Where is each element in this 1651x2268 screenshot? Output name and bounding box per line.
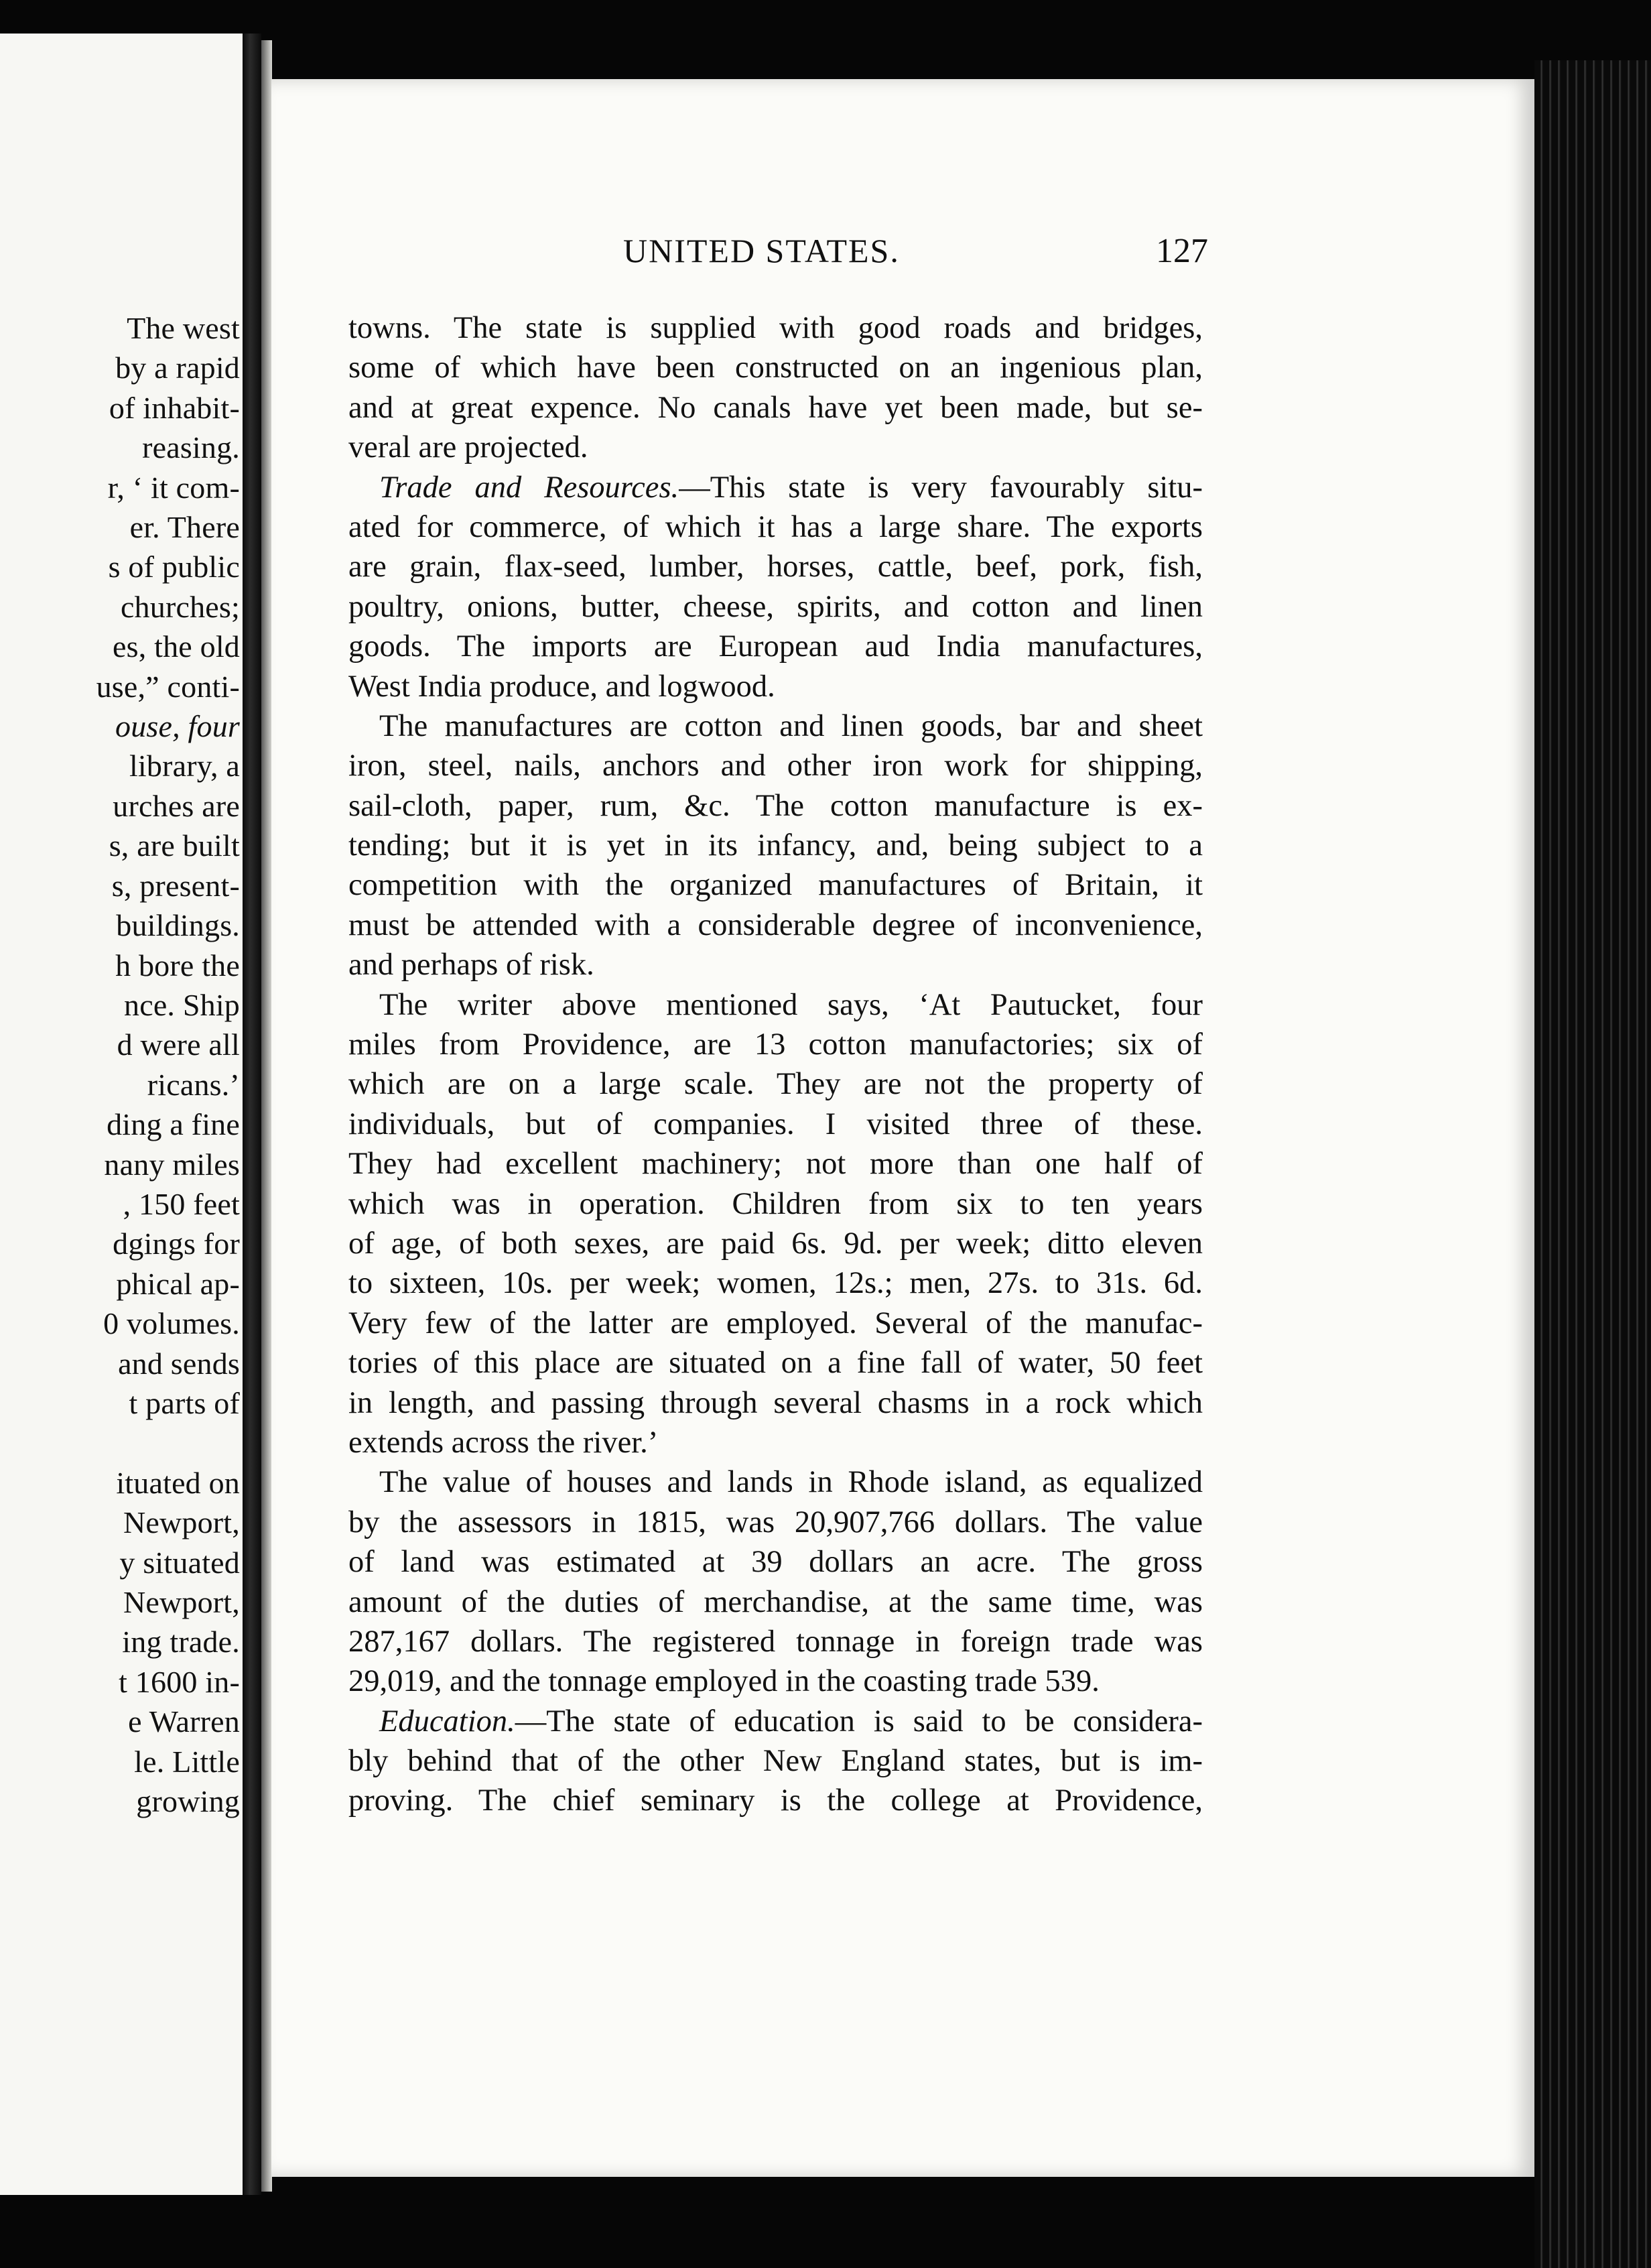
book-gutter: [243, 34, 261, 2195]
left-text-line: growing: [136, 1784, 240, 1819]
page-edges: [1534, 60, 1651, 2268]
left-text-line: 0 volumes.: [103, 1306, 240, 1341]
text-line: Very few of the latter are employed. Several of the manufac-: [348, 1306, 1203, 1340]
left-page-fragment: [0, 34, 244, 2195]
left-text-line: y situated: [119, 1545, 240, 1580]
text-line: iron, steel, nails, anchors and other iron work for shipping,: [348, 749, 1203, 783]
left-text-line: r, ‘ it com-: [107, 470, 240, 505]
text-line: goods. The imports are European aud India manufactures,: [348, 629, 1203, 664]
text-line: miles from Providence, are 13 cotton manufactories; six of: [348, 1027, 1203, 1062]
text-line: They had excellent machinery; not more than one half of: [348, 1147, 1203, 1182]
text-line: ated for commerce, of which it has a large share. The exports: [348, 509, 1203, 544]
section-heading-line: Education.—The state of education is said to be considera-: [379, 1704, 1203, 1739]
text-line: West India produce, and logwood.: [348, 669, 775, 704]
left-text-line: The west: [127, 311, 240, 345]
text-line: and perhaps of risk.: [348, 948, 594, 983]
page-fold-shadow: [261, 40, 272, 2192]
running-head: UNITED STATES.: [623, 232, 900, 269]
left-text-line: buildings.: [116, 908, 240, 943]
text-line: and at great expence. No canals have yet been made, but se-: [348, 390, 1203, 425]
left-text-line: library, a: [129, 749, 240, 783]
text-line: proving. The chief seminary is the college at Providence,: [348, 1783, 1203, 1818]
left-text-line: ouse, four: [115, 709, 240, 744]
left-text-line: churches;: [120, 589, 240, 624]
text-line: of land was estimated at 39 dollars an acre. The gross: [348, 1545, 1203, 1580]
left-text-line: d were all: [117, 1027, 240, 1062]
text-line: of age, of both sexes, are paid 6s. 9d. per week; ditto eleven: [348, 1226, 1203, 1261]
left-text-line: s, present-: [111, 868, 240, 903]
left-text-line: nany miles: [104, 1147, 240, 1182]
left-text-line: ding a fine: [107, 1107, 240, 1142]
text-line: are grain, flax-seed, lumber, horses, cattle, beef, pork, fish,: [348, 550, 1203, 584]
text-line: The writer above mentioned says, ‘At Pautucket, four: [379, 987, 1203, 1022]
left-text-line: , 150 feet: [123, 1186, 240, 1221]
left-text-line: s, are built: [109, 828, 240, 863]
section-heading-line: Trade and Resources.—This state is very favourably situ-: [379, 470, 1203, 505]
text-line: in length, and passing through several chasms in a rock which: [348, 1385, 1203, 1420]
left-text-line: of inhabit-: [109, 390, 240, 425]
left-text-line: reasing.: [142, 430, 240, 465]
left-text-line: er. There: [129, 510, 240, 545]
left-text-line: phical ap-: [116, 1266, 240, 1301]
text-line: veral are projected.: [348, 430, 588, 465]
page-number: 127: [1156, 232, 1208, 270]
text-line: towns. The state is supplied with good roads and bridges,: [348, 311, 1203, 345]
left-text-line: e Warren: [128, 1704, 240, 1739]
text-line: tories of this place are situated on a fine fall of water, 50 feet: [348, 1346, 1203, 1381]
left-page-text: [96, 308, 240, 1821]
text-line: bly behind that of the other New England states, but is im-: [348, 1744, 1203, 1779]
text-line: The value of houses and lands in Rhode island, as equalized: [379, 1465, 1203, 1500]
left-text-line: ing trade.: [122, 1625, 240, 1659]
left-text-line: Newport,: [123, 1584, 240, 1619]
left-text-line: s of public: [108, 550, 240, 584]
text-line: which was in operation. Children from six to ten years: [348, 1186, 1203, 1221]
text-line: some of which have been constructed on an ingenious plan,: [348, 351, 1203, 385]
text-line: must be attended with a considerable degree of inconvenience,: [348, 907, 1203, 942]
left-text-line: use,” conti-: [96, 669, 240, 704]
left-text-line: h bore the: [115, 948, 240, 983]
left-text-line: ituated on: [116, 1465, 240, 1500]
text-line: 29,019, and the tonnage employed in the coasting trade 539.: [348, 1664, 1100, 1699]
text-line: individuals, but of companies. I visited three of these.: [348, 1107, 1203, 1141]
left-text-line: and sends: [118, 1346, 240, 1381]
left-text-line: dgings for: [113, 1226, 240, 1261]
text-line: 287,167 dollars. The registered tonnage in foreign trade was: [348, 1624, 1203, 1659]
text-line: poultry, onions, butter, cheese, spirits, and cotton and linen: [348, 589, 1203, 624]
left-text-line: urches are: [113, 788, 240, 823]
text-line: The manufactures are cotton and linen goods, bar and sheet: [379, 708, 1203, 743]
left-text-line: t parts of: [129, 1385, 240, 1420]
left-text-line: ricans.’: [147, 1067, 240, 1102]
text-line: amount of the duties of merchandise, at the same time, was: [348, 1584, 1203, 1619]
text-line: extends across the river.’: [348, 1425, 659, 1460]
text-line: which are on a large scale. They are not the property of: [348, 1067, 1203, 1102]
left-text-line: t 1600 in-: [119, 1664, 240, 1699]
left-text-line: nce. Ship: [124, 987, 240, 1022]
text-line: sail-cloth, paper, rum, &c. The cotton manufacture is ex-: [348, 788, 1203, 823]
text-line: tending; but it is yet in its infancy, and, being subject to a: [348, 828, 1203, 863]
text-line: competition with the organized manufactures of Britain, it: [348, 868, 1203, 903]
text-line: by the assessors in 1815, was 20,907,766 dollars. The value: [348, 1505, 1203, 1539]
left-text-line: Newport,: [123, 1505, 240, 1540]
body-text: [348, 308, 1203, 1821]
left-text-line: es, the old: [113, 629, 240, 664]
left-text-line: [96, 1423, 240, 1462]
left-text-line: by a rapid: [115, 351, 240, 385]
text-line: to sixteen, 10s. per week; women, 12s.; men, 27s. to 31s. 6d.: [348, 1266, 1203, 1301]
left-text-line: le. Little: [134, 1744, 240, 1779]
